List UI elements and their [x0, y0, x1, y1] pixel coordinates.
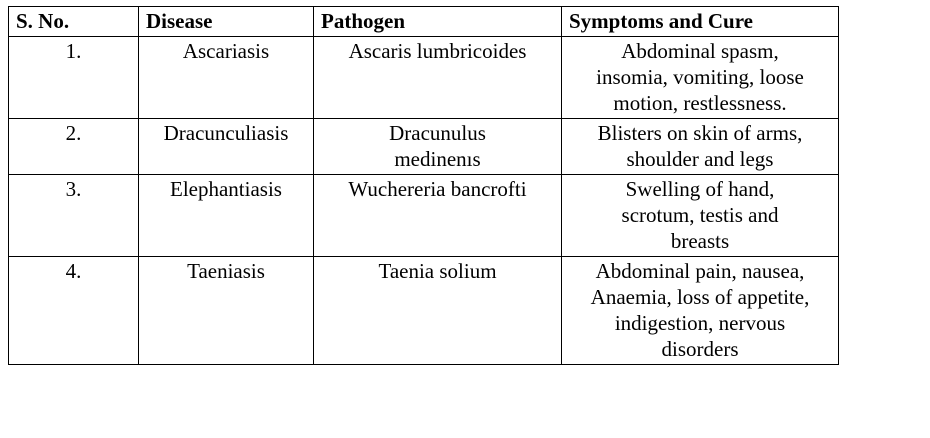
table-row — [9, 257, 839, 365]
cell-sno: 3. — [9, 175, 139, 257]
cell-pathogen: Ascaris lumbricoides — [314, 37, 562, 119]
cell-symptoms — [562, 37, 839, 119]
cell-sno: 1. — [9, 37, 139, 119]
cell-disease: Ascariasis — [139, 37, 314, 119]
cell-pathogen: Wuchereria bancrofti — [314, 175, 562, 257]
cell-disease: Dracunculiasis — [139, 119, 314, 175]
cell-symptoms — [562, 257, 839, 365]
symptoms-text: Blisters on skin of arms, shoulder and legs — [597, 121, 803, 171]
header-sno: S. No. — [9, 7, 139, 37]
header-symptoms: Symptoms and Cure — [562, 7, 839, 37]
cell-pathogen: Taenia solium — [314, 257, 562, 365]
disease-table — [8, 6, 839, 365]
table-row — [9, 37, 839, 119]
table-header-row — [9, 7, 839, 37]
cell-pathogen — [314, 119, 562, 175]
cell-disease: Taeniasis — [139, 257, 314, 365]
cell-sno: 2. — [9, 119, 139, 175]
header-pathogen: Pathogen — [314, 7, 562, 37]
pathogen-text: Dracunulus medinenıs — [389, 121, 486, 171]
symptoms-text: Abdominal spasm, insomia, vomiting, loose motion, restlessness. — [596, 39, 804, 115]
cell-sno: 4. — [9, 257, 139, 365]
symptoms-text: Swelling of hand, scrotum, testis and breasts — [621, 177, 779, 253]
table-row — [9, 175, 839, 257]
cell-disease: Elephantiasis — [139, 175, 314, 257]
cell-symptoms — [562, 119, 839, 175]
header-disease: Disease — [139, 7, 314, 37]
table-row — [9, 119, 839, 175]
cell-symptoms — [562, 175, 839, 257]
symptoms-text: Abdominal pain, nausea, Anaemia, loss of appetite, indigestion, nervous disorders — [590, 259, 810, 361]
